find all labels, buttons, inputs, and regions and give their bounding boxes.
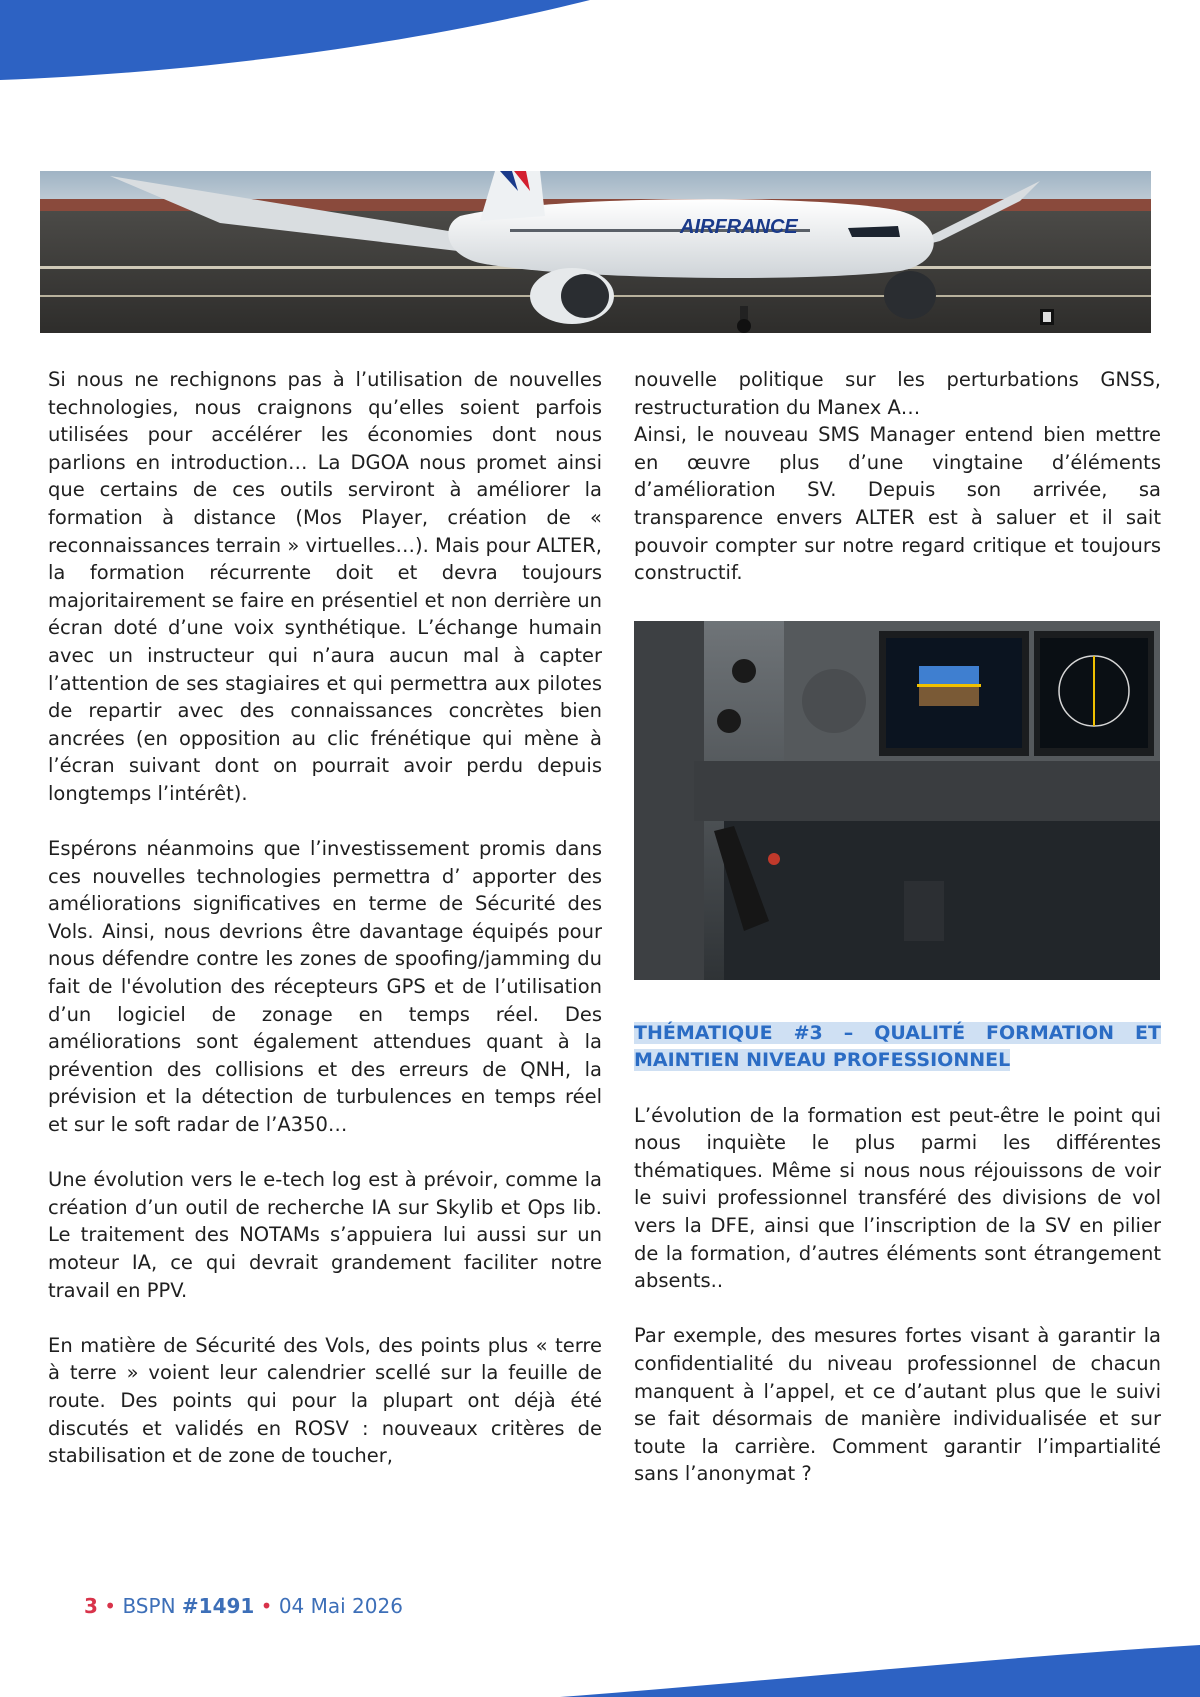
section-heading-text: THÉMATIQUE #3 – QUALITÉ FORMATION ET MAINTIEN NIVEAU PROFESSIONNEL (634, 1022, 1161, 1071)
paragraph: En matière de Sécurité des Vols, des points plus « terre à terre » voient leur calendrier scellé sur la feuille de route. Des points qui pour la plupart ont déjà été discutés et validés en ROSV : nouveaux critères de stabilisation et de zone de toucher, (48, 1333, 602, 1468)
top-wave-decoration (0, 0, 1200, 90)
page-footer (84, 1594, 403, 1618)
footer-separator: • (260, 1594, 273, 1618)
paragraph: Si nous ne rechignons pas à l’utilisation de nouvelles technologies, nous craignons qu’elles soient parfois utilisées pour accélérer les économies dont nous parlions en introduction… La DGOA nous promet ainsi que certains de ces outils serviront à améliorer la formation à distance (Mos Player, création de « reconnaissances terrain » virtuelles…). Mais pour ALTER, la formation récurrente doit et devra toujours majoritairement se faire en présentiel et non derrière un écran doté d’une voix synthétique. L’échange humain avec un instructeur qui n’aura aucun mal à capter l’attention de ses stagiaires et qui permettra aux pilotes de repartir avec des connaissances concrètes bien ancrées (en opposition au clic frénétique qui mène à l’écran suivant dont on pourrait avoir perdu depuis longtemps l’intérêt). (48, 368, 602, 805)
page-number: 3 (84, 1594, 98, 1618)
issue-number: #1491 (181, 1594, 255, 1618)
paragraph: L’évolution de la formation est peut-être le point qui nous inquiète le plus parmi les différentes thématiques. Même si nous nous réjouissons de voir le suivi professionnel transféré des divisions de vol vers la DFE, ainsi que l’inscription de la SV en pilier de la formation, d’autres éléments sont étrangement absents.. (634, 1103, 1161, 1293)
paragraph: Par exemple, des mesures fortes visant à garantir la confidentialité du niveau professionnel de chacun manquent à l’appel, et ce d’autant plus que le suivi se fait désormais de manière individualisée et sur toute la carrière. Comment garantir l’impartialité sans l’anonymat ? (634, 1324, 1161, 1486)
plane-livery-text: AIRFRANCE (680, 216, 798, 238)
publication-name: BSPN (122, 1594, 176, 1618)
paragraph: Ainsi, le nouveau SMS Manager entend bien mettre en œuvre plus d’une vingtaine d’éléments d’amélioration SV. Depuis son arrivée, sa transparence envers ALTER est à saluer et il sait pouvoir compter sur notre regard critique et toujours constructif. (634, 423, 1161, 585)
section-heading (634, 1020, 1161, 1074)
airfrance-a350-photo (40, 171, 1151, 333)
right-text-column-top (634, 366, 1161, 587)
right-text-column-bottom (634, 1020, 1161, 1488)
paragraph: nouvelle politique sur les perturbations GNSS, restructuration du Manex A… (634, 368, 1161, 419)
issue-date: 04 Mai 2026 (278, 1594, 403, 1618)
left-text-column (48, 366, 602, 1470)
paragraph: Espérons néanmoins que l’investissement promis dans ces nouvelles technologies permettra d’ apporter des améliorations significatives en terme de Sécurité des Vols. Ainsi, nous devrions être davantage équipés pour nous défendre contre les zones de spoofing/jamming du fait de l'évolution des récepteurs GPS et de l’utilisation d’un logiciel de zonage en temps réel. Des améliorations sont également attendues quant à la prévention des collisions et des erreurs de QNH, la prévision et la détection de turbulences en temps réel et sur le soft radar de l’A350… (48, 837, 602, 1137)
bottom-wave-decoration (0, 1637, 1200, 1697)
paragraph: Une évolution vers le e-tech log est à prévoir, comme la création d’un outil de recherche IA sur Skylib et Ops lib. Le traitement des NOTAMs s’appuiera lui aussi sur un moteur IA, ce qui devrait grandement faciliter notre travail en PPV. (48, 1168, 602, 1302)
cockpit-panel-photo (634, 621, 1160, 980)
footer-separator: • (104, 1594, 117, 1618)
